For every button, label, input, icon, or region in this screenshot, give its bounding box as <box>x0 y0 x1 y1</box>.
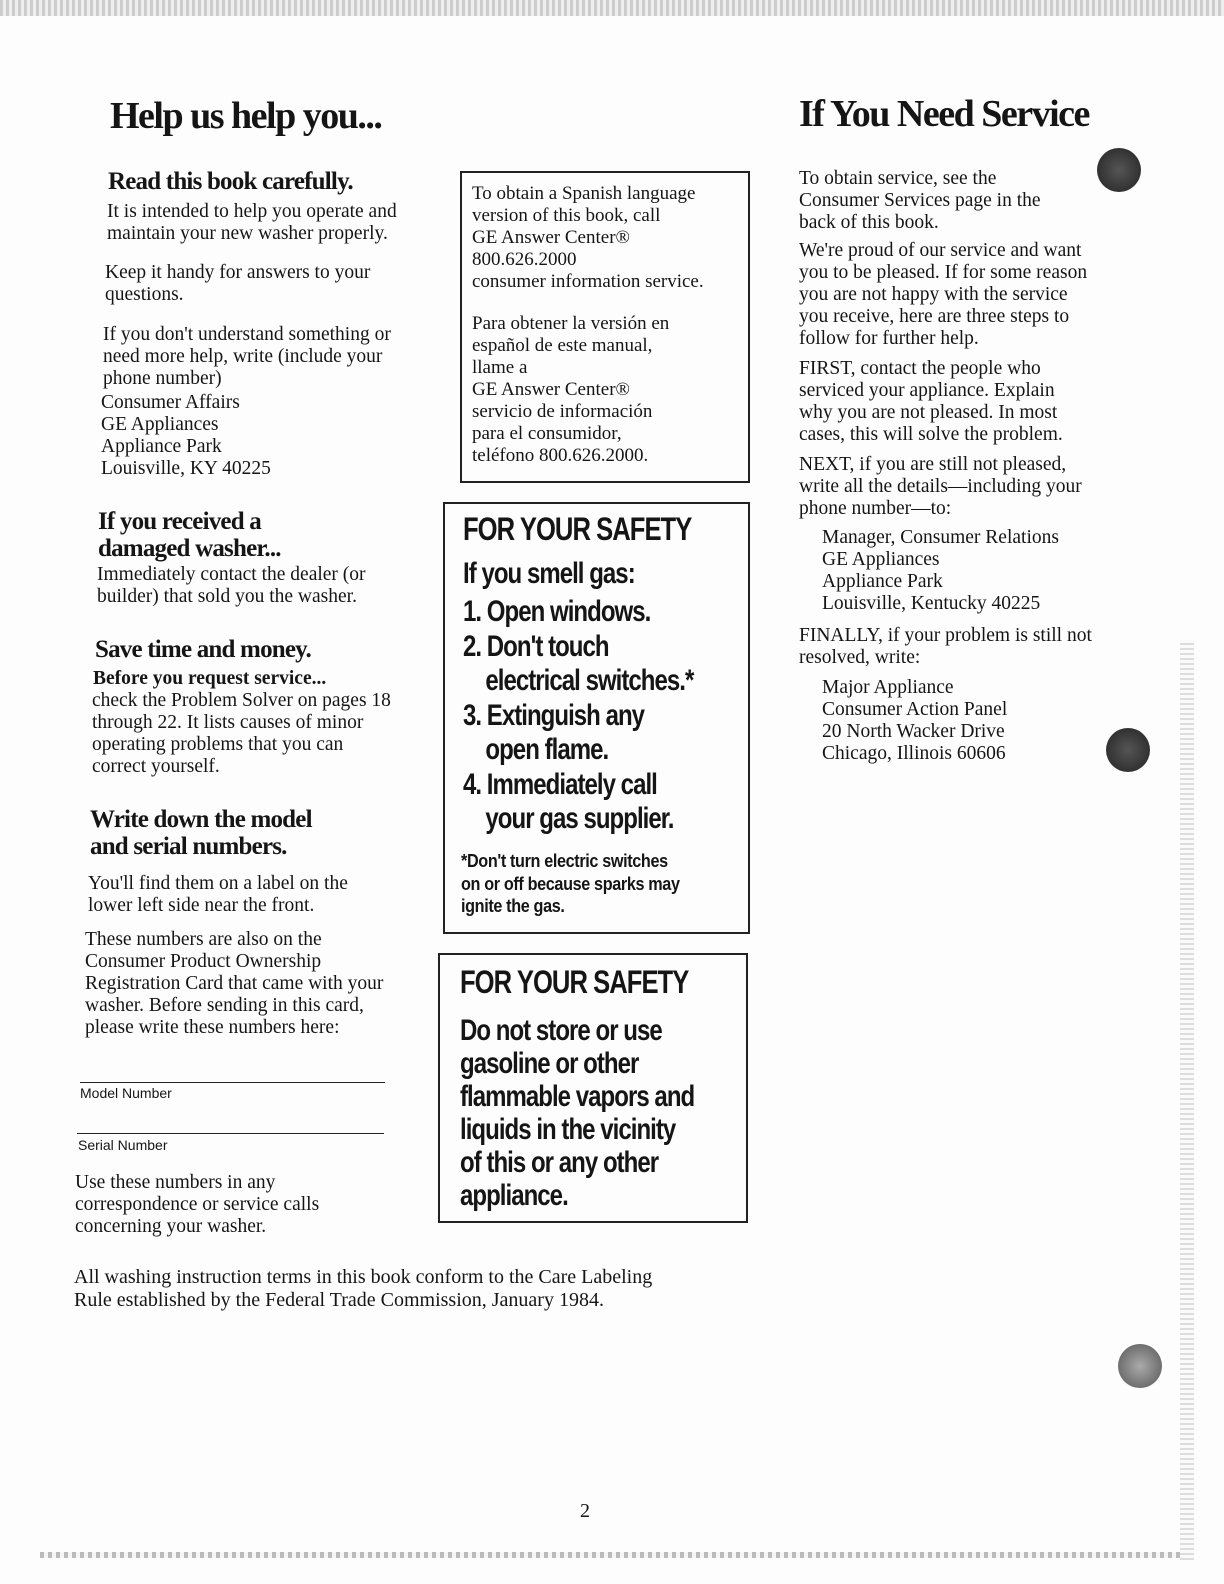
spanish-info-box <box>460 171 750 483</box>
address-line: Appliance Park <box>822 571 943 592</box>
heading-line: and serial numbers. <box>90 833 287 860</box>
address-line: GE Appliances <box>101 414 219 435</box>
model-number-label: Model Number <box>80 1085 172 1101</box>
safety-title: FOR YOUR SAFETY <box>460 964 689 1000</box>
step: 1. Open windows. <box>463 595 651 628</box>
consumer-relations-address <box>822 527 1059 615</box>
address-line: Consumer Affairs <box>101 392 240 413</box>
address-line: 20 North Wacker Drive <box>822 721 1005 742</box>
service-text-2: We're proud of our service and want you to be pleased. If for some reason you are not happy with the service you receive, here are three steps to follow for further help. <box>799 240 1088 349</box>
box-line: servicio de información <box>472 401 653 422</box>
step: 2. Don't touch <box>463 629 609 663</box>
safety-title: FOR YOUR SAFETY <box>463 511 692 547</box>
address-line: Consumer Action Panel <box>822 699 1008 720</box>
read-text-1: It is intended to help you operate and maintain your new washer properly. <box>107 201 397 244</box>
service-text-5: FINALLY, if your problem is still not resolved, write: <box>799 625 1092 668</box>
care-labeling-note <box>74 1266 652 1312</box>
box-line: To obtain a Spanish language <box>472 183 696 204</box>
box-line: version of this book, call <box>472 205 661 226</box>
serial-number-line[interactable] <box>77 1133 384 1134</box>
page-number: 2 <box>580 1500 590 1522</box>
gas-safety-box <box>443 502 750 934</box>
service-text-4: NEXT, if you are still not pleased, write all the details—including your phone number—to: <box>799 454 1082 519</box>
box-line: GE Answer Center® <box>472 227 630 248</box>
page-title-right: If You Need Service <box>799 93 1089 135</box>
safety-lead: If you smell gas: <box>463 556 635 590</box>
model-text-1: You'll find them on a label on the lower left side near the front. <box>88 873 348 916</box>
box-line: Para obtener la versión en <box>472 313 670 334</box>
save-text: check the Problem Solver on pages 18 through 22. It lists causes of minor operating problems that you can correct yourself. <box>92 690 391 777</box>
save-heading: Save time and money. <box>95 636 311 663</box>
address-line: GE Appliances <box>822 549 940 570</box>
heading-line: damaged washer... <box>98 535 281 562</box>
service-text-1: To obtain service, see the Consumer Services page in the back of this book. <box>799 168 1041 233</box>
address-line: Chicago, Illinois 60606 <box>822 743 1006 764</box>
model-number-line[interactable] <box>80 1082 385 1083</box>
model-text-3: Use these numbers in any correspondence or service calls concerning your washer. <box>75 1172 320 1237</box>
step: 4. Immediately call <box>463 767 657 801</box>
phone-number: 800.626.2000 <box>472 249 577 270</box>
read-text-3: If you don't understand something or need more help, write (include your phone number) <box>103 324 391 389</box>
save-subheading: Before you request service... <box>93 668 327 689</box>
action-panel-address <box>822 677 1007 765</box>
serial-number-label: Serial Number <box>78 1137 168 1153</box>
safety-steps <box>463 595 694 837</box>
model-text-2: These numbers are also on the Consumer Product Ownership Registration Card that came with your washer. Before sending in this card, please write these numbers here: <box>85 929 384 1038</box>
binder-hole-icon <box>1106 728 1150 772</box>
box-line: consumer information service. <box>472 271 704 292</box>
binder-hole-icon <box>1118 1344 1162 1388</box>
scan-artifact-top <box>0 0 1224 16</box>
step: your gas supplier. <box>485 802 674 835</box>
storage-warning <box>460 1013 695 1212</box>
model-heading <box>90 806 312 860</box>
address-line: Major Appliance <box>822 677 954 698</box>
warning-line: flammable vapors and <box>460 1079 695 1113</box>
footnote-line: ignite the gas. <box>461 896 565 916</box>
heading-line: Write down the model <box>90 806 312 833</box>
damaged-text: Immediately contact the dealer (or builder) that sold you the washer. <box>97 564 366 607</box>
note-line: All washing instruction terms in this book conform to the Care Labeling <box>74 1266 653 1288</box>
consumer-affairs-address <box>101 392 271 480</box>
storage-safety-box <box>438 953 748 1223</box>
heading-line: If you received a <box>98 508 261 535</box>
step: open flame. <box>485 733 609 766</box>
damaged-heading <box>98 508 281 562</box>
footnote-line: on or off because sparks may <box>461 873 680 894</box>
warning-line: Do not store or use <box>460 1013 662 1047</box>
box-line: llame a <box>472 357 528 378</box>
box-line: para el consumidor, <box>472 423 622 444</box>
phone-number: teléfono 800.626.2000. <box>472 445 649 466</box>
safety-footnote <box>461 850 680 918</box>
right-column <box>799 92 1093 765</box>
box-line: GE Answer Center® <box>472 379 630 400</box>
address-line: Appliance Park <box>101 436 222 457</box>
address-line: Louisville, Kentucky 40225 <box>822 593 1041 614</box>
box-line: español de este manual, <box>472 335 653 356</box>
warning-line: liquids in the vicinity <box>460 1112 676 1146</box>
step: electrical switches.* <box>485 664 694 697</box>
service-text-3: FIRST, contact the people who serviced your appliance. Explain why you are not pleased. In most cases, this will solve the problem. <box>799 358 1063 445</box>
note-line: Rule established by the Federal Trade Commission, January 1984. <box>74 1289 604 1311</box>
scan-artifact-edge <box>1180 640 1194 1560</box>
binder-hole-icon <box>1097 148 1141 192</box>
step: 3. Extinguish any <box>463 698 645 732</box>
address-line: Manager, Consumer Relations <box>822 527 1059 548</box>
warning-line: gasoline or other <box>460 1046 639 1080</box>
address-line: Louisville, KY 40225 <box>101 458 271 479</box>
footnote-line: *Don't turn electric switches <box>461 851 668 871</box>
page-title-left: Help us help you... <box>110 95 382 137</box>
warning-line: of this or any other <box>460 1145 659 1179</box>
read-heading: Read this book carefully. <box>108 168 353 195</box>
read-text-2: Keep it handy for answers to your questions. <box>105 262 371 305</box>
scan-artifact-bottom <box>40 1552 1180 1558</box>
warning-line: appliance. <box>460 1178 568 1212</box>
